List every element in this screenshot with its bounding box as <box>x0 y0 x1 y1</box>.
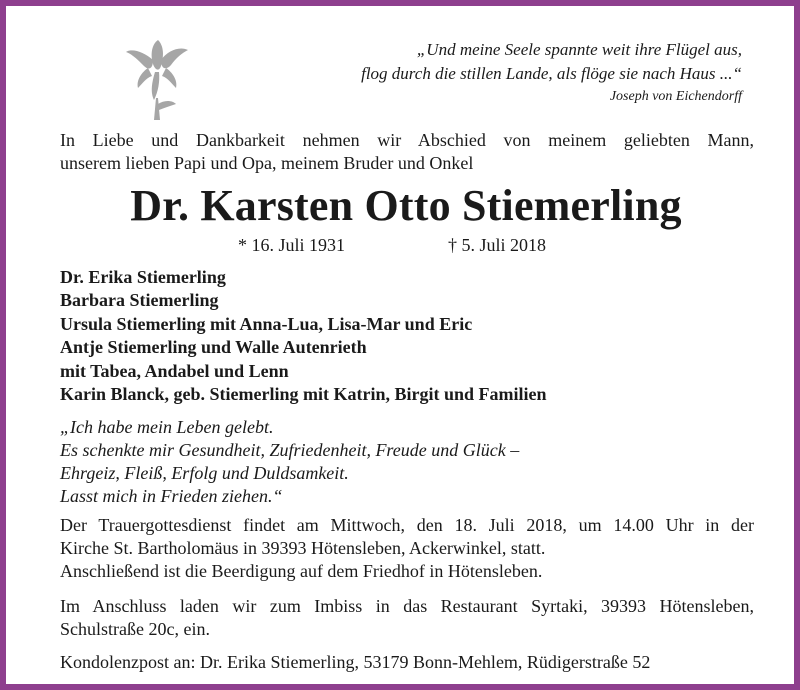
deceased-name: Dr. Karsten Otto Stiemerling <box>130 181 682 230</box>
farewell-poem <box>60 416 760 508</box>
funeral-service-info <box>60 514 754 583</box>
reception-line: Schulstraße 20c, ein. <box>60 619 210 639</box>
quote-author: Joseph von Eichendorff <box>609 89 742 104</box>
mourner-line: mit Tabea, Andabel und Lenn <box>60 360 289 381</box>
reception-line: Im Anschluss laden wir zum Imbiss in das Restaurant Syrtaki, 39393 Hötensleben, <box>60 596 754 616</box>
quote-line: „Und meine Seele spannte weit ihre Flügel aus, <box>416 40 742 59</box>
mourner-line: Karin Blanck, geb. Stiemerling mit Katrin, Birgit und Familien <box>60 384 547 405</box>
reception-info <box>60 595 754 641</box>
mourners-list <box>60 266 760 406</box>
service-line: Der Trauergottesdienst findet am Mittwoch, den 18. Juli 2018, um 14.00 Uhr in der <box>60 515 754 535</box>
quote-line: flog durch die stillen Lande, als flöge sie nach Haus ...“ <box>361 64 742 83</box>
service-line: Kirche St. Bartholomäus in 39393 Hötensleben, Ackerwinkel, statt. <box>60 538 546 558</box>
birth-date: * 16. Juli 1931 <box>238 235 346 255</box>
mourner-line: Barbara Stiemerling <box>60 290 219 311</box>
intro-text <box>60 129 754 175</box>
poem-line: Ehrgeiz, Fleiß, Erfolg und Duldsamkeit. <box>60 463 349 483</box>
intro-line: unserem lieben Papi und Opa, meinem Bruder und Onkel <box>60 153 474 173</box>
iris-flower-icon <box>122 30 192 122</box>
mourner-line: Antje Stiemerling und Walle Autenrieth <box>60 337 367 358</box>
intro-line: In Liebe und Dankbarkeit nehmen wir Abschied von meinem geliebten Mann, <box>60 130 754 150</box>
death-date: † 5. Juli 2018 <box>448 235 547 255</box>
condolence-address: Kondolenzpost an: Dr. Erika Stiemerling, 53179 Bonn-Mehlem, Rüdigerstraße 52 <box>60 652 651 672</box>
poem-line: Es schenkte mir Gesundheit, Zufriedenheit, Freude und Glück – <box>60 440 520 460</box>
poem-line: Lasst mich in Frieden ziehen.“ <box>60 486 283 506</box>
service-line: Anschließend ist die Beerdigung auf dem Friedhof in Hötensleben. <box>60 561 543 581</box>
mourner-line: Dr. Erika Stiemerling <box>60 267 226 287</box>
eichendorff-quote <box>282 38 742 108</box>
mourner-line: Ursula Stiemerling mit Anna-Lua, Lisa-Mar und Eric <box>60 313 473 334</box>
poem-line: „Ich habe mein Leben gelebt. <box>60 417 274 437</box>
